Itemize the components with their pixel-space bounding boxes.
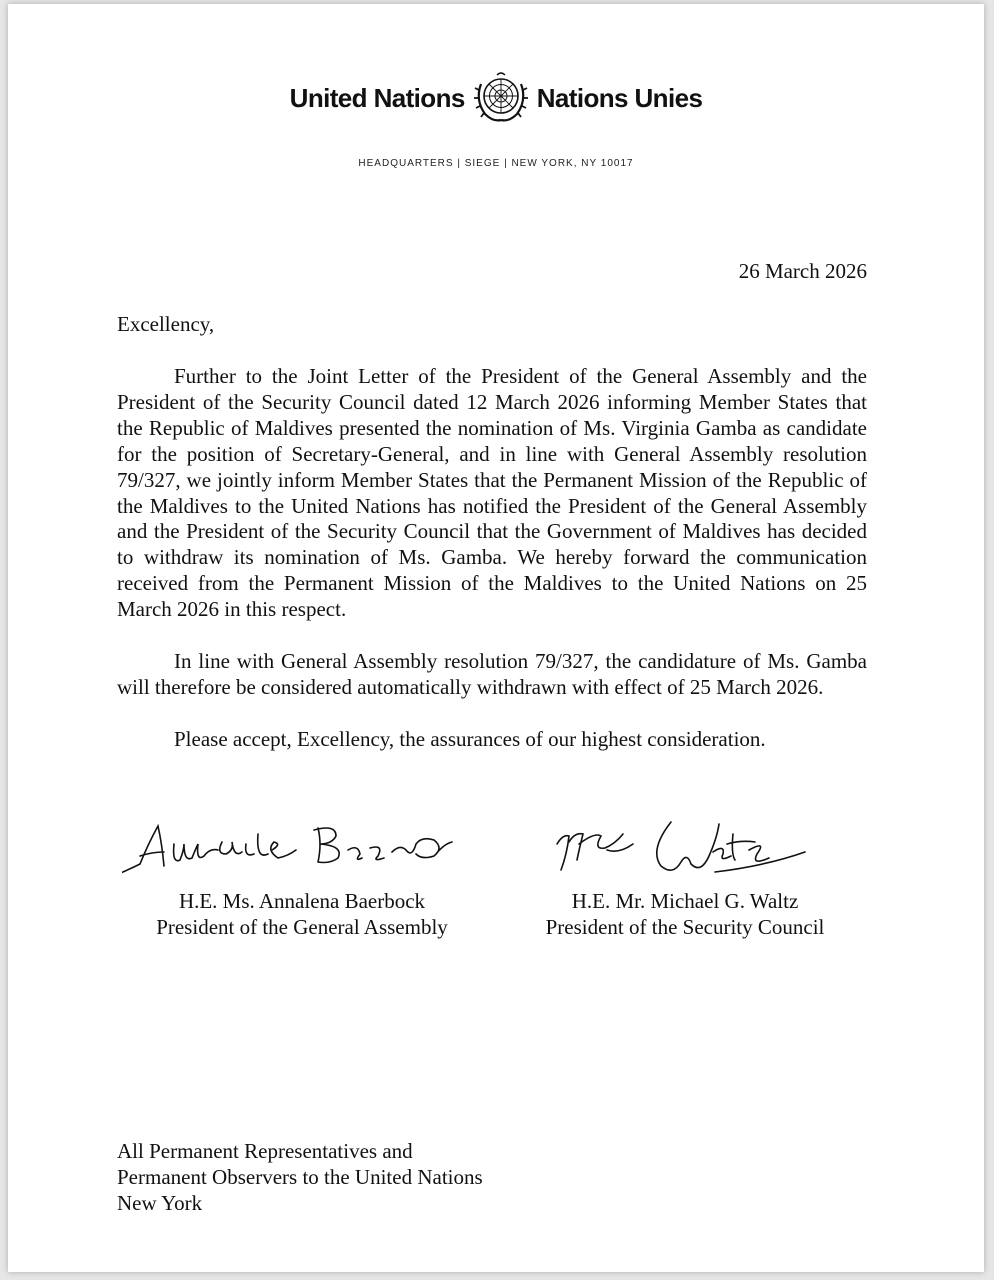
handwritten-signature-baerbock: [122, 814, 482, 888]
addressee-line: New York: [117, 1191, 203, 1215]
closing-paragraph: Please accept, Excellency, the assurances of our highest consideration.: [174, 726, 766, 751]
addressee-block: [117, 1138, 483, 1216]
signatory-name: H.E. Ms. Annalena Baerbock: [178, 889, 426, 913]
body-paragraph: Further to the Joint Letter of the President of the General Assembly and the President of the Security Council dated 12 March 2026 informing Member States that the Republic of Maldives presented the nomination of Ms. Virginia Gamba as candidate for the position of Secretary-General, and in line with General Assembly resolution 79/327, we jointly inform Member States that the Permanent Mission of the Republic of the Maldives to the United Nations has notified the President of the General Assembly and the President of the Security Council that the Government of Maldives has decided to withdraw its nomination of Ms. Gamba. We hereby forward the communication received from the Permanent Mission of the Maldives to the United Nations on 25 March 2026 in this respect.: [117, 364, 867, 622]
letter-page: [8, 4, 984, 1272]
letter-body: [117, 364, 867, 778]
letterhead: [8, 70, 984, 126]
signatory-name: H.E. Mr. Michael G. Waltz: [571, 889, 799, 913]
org-name-french: Nations Unies: [536, 82, 703, 113]
un-emblem-icon: [471, 70, 531, 126]
headquarters-address: HEADQUARTERS | SIEGE | NEW YORK, NY 10017: [358, 158, 634, 169]
salutation: Excellency,: [117, 312, 215, 336]
body-paragraph: In line with General Assembly resolution 79/327, the candidature of Ms. Gamba will therefore be considered automatically withdrawn with effect of 25 March 2026.: [117, 648, 867, 699]
signatory-title: President of the General Assembly: [156, 915, 448, 939]
signature-block-security-council: [505, 814, 865, 940]
addressee-line: Permanent Observers to the United Nations: [117, 1165, 483, 1189]
org-name-english: United Nations: [289, 82, 465, 113]
letter-date: 26 March 2026: [738, 259, 867, 283]
handwritten-signature-waltz: [505, 814, 865, 888]
signature-block-general-assembly: [122, 814, 482, 940]
addressee-line: All Permanent Representatives and: [117, 1139, 413, 1163]
signatory-title: President of the Security Council: [545, 915, 825, 939]
